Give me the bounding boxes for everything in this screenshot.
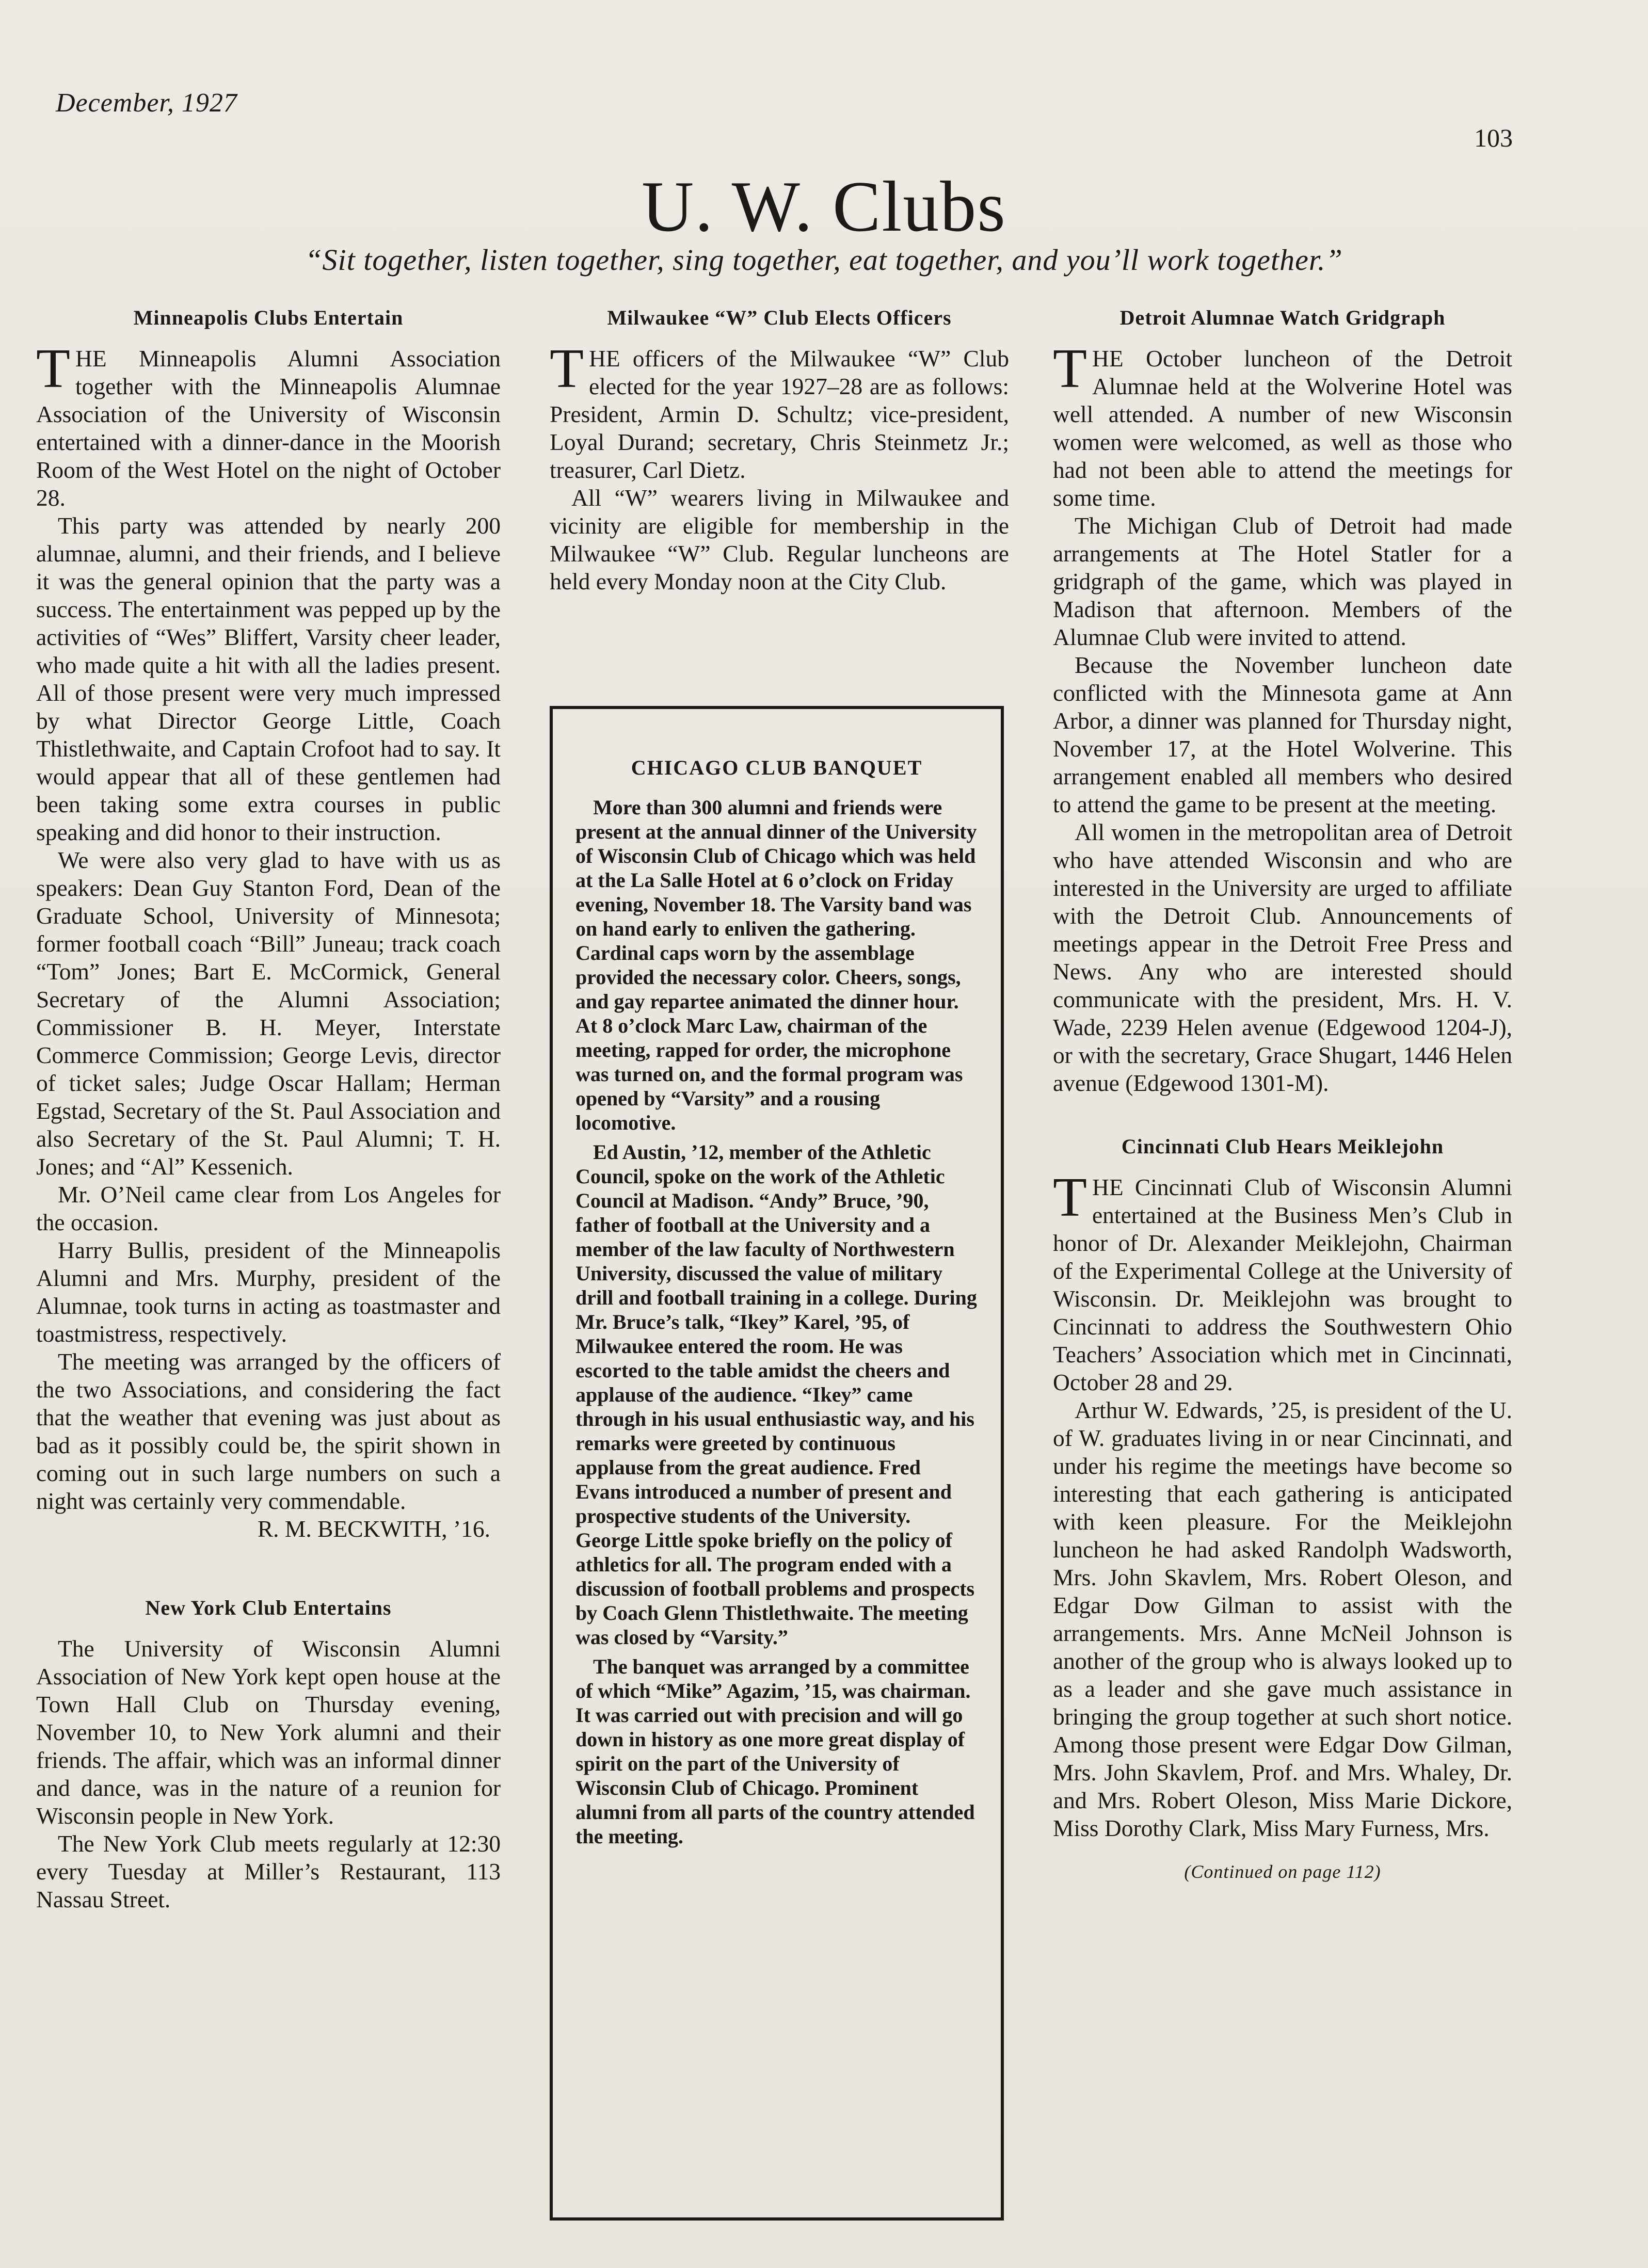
detroit-heading: Detroit Alumnae Watch Gridgraph — [1119, 306, 1446, 329]
newyork-paragraph: The New York Club meets regularly at 12:30 every Tuesday at Miller’s Restaurant, 113 Nassau Street. — [36, 1830, 501, 1912]
page-number: 103 — [1474, 123, 1513, 152]
minneapolis-heading: Minneapolis Clubs Entertain — [133, 306, 404, 329]
newyork-heading: New York Club Entertains — [145, 1596, 392, 1619]
cincinnati-paragraph: Arthur W. Edwards, ’25, is president of the U. of W. graduates living in or near Cincinnati, and under his regime the meetings have become so interesting that each gathering is anticipated with keen pleasure. For the Meiklejohn luncheon he had asked Randolph Wadsworth, Mrs. John Skavlem, Mrs. Robert Oleson, and Edgar Dow Gilman to assist with the arrangements. Mrs. Anne McNeil Johnson is another of the group who is always looked up to as a leader and she gave much assistance in bringing the group together at such short notice. Among those present were Edgar Dow Gilman, Mrs. John Skavlem, Prof. and Mrs. Whaley, Dr. and Mrs. Robert Oleson, Miss Marie Dickore, Miss Dorothy Clark, Miss Mary Furness, Mrs. — [1053, 1397, 1512, 1841]
minneapolis-paragraph: Mr. O’Neil came clear from Los Angeles for the occasion. — [36, 1181, 501, 1235]
page-motto: “Sit together, listen together, sing together, eat together, and you’ll work together.” — [305, 243, 1343, 277]
minneapolis-paragraph: THE Minneapolis Alumni Association together with the Minneapolis Alumnae Association of the University of Wisconsin entertained with a dinner-dance in the Moorish Room of the West Hotel on the night of October 28. — [36, 338, 501, 511]
detroit-paragraph: Because the November luncheon date conflicted with the Minnesota game at Ann Arbor, a dinner was planned for Thursday night, November 17, at the Hotel Wolverine. This arrangement enabled all members who desired to attend the game to be present at the meeting. — [1053, 652, 1512, 817]
column-left — [36, 304, 501, 1913]
column-right — [1053, 304, 1512, 1886]
chicago-paragraph: The banquet was arranged by a committee of which “Mike” Agazim, ’15, was chairman. It was carried out with precision and will go down in history as one more great display of spirit on the part of the University of Wisconsin Club of Chicago. Prominent alumni from all parts of the country attended the meeting. — [575, 1655, 975, 1848]
chicago-paragraph: Ed Austin, ’12, member of the Athletic Council, spoke on the work of the Athletic Council at Madison. “Andy” Bruce, ’90, father of football at the University and a member of the law faculty of Northwestern University, discussed the value of military drill and football training in a college. During Mr. Bruce’s talk, “Ikey” Karel, ’95, of Milwaukee entered the room. He was escorted to the table amidst the cheers and applause of the audience. “Ikey” came through in his usual enthusiastic way, and his remarks were greeted by continuous applause from the great audience. Fred Evans introduced a number of present and prospective students of the University. George Little spoke briefly on the policy of athletics for all. The program ended with a discussion of football problems and prospects by Coach Glenn Thistlethwaite. The meeting was closed by “Varsity.” — [575, 1140, 977, 1649]
minneapolis-signature: R. M. BECKWITH, ’16. — [257, 1516, 490, 1542]
issue-date: December, 1927 — [56, 88, 237, 118]
minneapolis-paragraph: We were also very glad to have with us as speakers: Dean Guy Stanton Ford, Dean of the Graduate School, University of Minnesota; former football coach “Bill” Juneau; track coach “Tom” Jones; Bart E. McCormick, General Secretary of the Alumni Association; Commissioner B. H. Meyer, Interstate Commerce Commission; George Levis, director of ticket sales; Judge Oscar Hallam; Herman Egstad, Secretary of the St. Paul Association and also Secretary of the St. Paul Alumni; T. H. Jones; and “Al” Kessenich. — [36, 847, 501, 1180]
column-middle — [550, 304, 1009, 596]
milwaukee-paragraph: All “W” wearers living in Milwaukee and vicinity are eligible for membership in the Milwaukee “W” Club. Regular luncheons are held every Monday noon at the City Club. — [550, 485, 1009, 594]
cincinnati-paragraph: THE Cincinnati Club of Wisconsin Alumni entertained at the Business Men’s Club in honor of Dr. Alexander Meiklejohn, Chairman of the Experimental College at the University of Wisconsin. Dr. Meiklejohn was brought to Cincinnati to address the Southwestern Ohio Teachers’ Association which met in Cincinnati, October 28 and 29. — [1053, 1167, 1512, 1395]
spacer — [1053, 1097, 1512, 1133]
continued-note: (Continued on page 112) — [1184, 1861, 1381, 1882]
chicago-heading: CHICAGO CLUB BANQUET — [631, 756, 923, 779]
detroit-paragraph: THE October luncheon of the Detroit Alumnae held at the Wolverine Hotel was well attended. A number of new Wisconsin women were welcomed, as well as those who had not been able to attend the meetings for some time. — [1053, 338, 1512, 511]
milwaukee-paragraph: THE officers of the Milwaukee “W” Club elected for the year 1927–28 are as follows: President, Armin D. Schultz; vice-president, Loyal Durand; secretary, Chris Steinmetz Jr.; treasurer, Carl Dietz. — [550, 338, 1009, 483]
minneapolis-paragraph: Harry Bullis, president of the Minneapolis Alumni and Mrs. Murphy, president of the Alumnae, took turns in acting as toastmaster and toastmistress, respectively. — [36, 1237, 501, 1347]
detroit-paragraph: All women in the metropolitan area of Detroit who have attended Wisconsin and who are interested in the University are urged to affiliate with the Detroit Club. Announcements of meetings appear in the Detroit Free Press and News. Any who are interested should communicate with the president, Mrs. H. V. Wade, 2239 Helen avenue (Edgewood 1204-J), or with the secretary, Grace Shugart, 1446 Helen avenue (Edgewood 1301-M). — [1053, 819, 1512, 1096]
cincinnati-heading: Cincinnati Club Hears Meiklejohn — [1121, 1135, 1444, 1158]
minneapolis-paragraph: The meeting was arranged by the officers of the two Associations, and considering the fact that the weather that evening was just about as bad as it possibly could be, the spirit shown in coming out in such large numbers on such a night was certainly very commendable. — [36, 1348, 501, 1514]
page-title: U. W. Clubs — [642, 167, 1006, 247]
spacer — [36, 1543, 501, 1595]
chicago-banquet-box — [550, 706, 1004, 2221]
newyork-paragraph: The University of Wisconsin Alumni Association of New York kept open house at the Town Hall Club on Thursday evening, November 10, to New York alumni and their friends. The affair, which was an informal dinner and dance, was in the nature of a reunion for Wisconsin people in New York. — [36, 1635, 501, 1829]
detroit-paragraph: The Michigan Club of Detroit had made arrangements at The Hotel Statler for a gridgraph of the game, which was played in Madison that afternoon. Members of the Alumnae Club were invited to attend. — [1053, 512, 1512, 650]
milwaukee-heading: Milwaukee “W” Club Elects Officers — [607, 306, 952, 329]
chicago-paragraph: More than 300 alumni and friends were present at the annual dinner of the University of Wisconsin Club of Chicago which was held at the La Salle Hotel at 6 o’clock on Friday evening, November 18. The Varsity band was on hand early to enliven the gathering. Cardinal caps worn by the assemblage provided the necessary color. Cheers, songs, and gay repartee animated the dinner hour. At 8 o’clock Marc Law, chairman of the meeting, rapped for order, the microphone was turned on, and the formal program was opened by “Varsity” and a rousing locomotive. — [575, 796, 977, 1134]
minneapolis-paragraph: This party was attended by nearly 200 alumnae, alumni, and their friends, and I believe it was the general opinion that the party was a success. The entertainment was pepped up by the activities of “Wes” Bliffert, Varsity cheer leader, who made quite a hit with all the ladies present. All of those present were very much impressed by what Director George Little, Coach Thistlethwaite, and Captain Crofoot had to say. It would appear that all of these gentlemen had been taking some extra courses in public speaking and did honor to their instruction. — [36, 512, 501, 845]
